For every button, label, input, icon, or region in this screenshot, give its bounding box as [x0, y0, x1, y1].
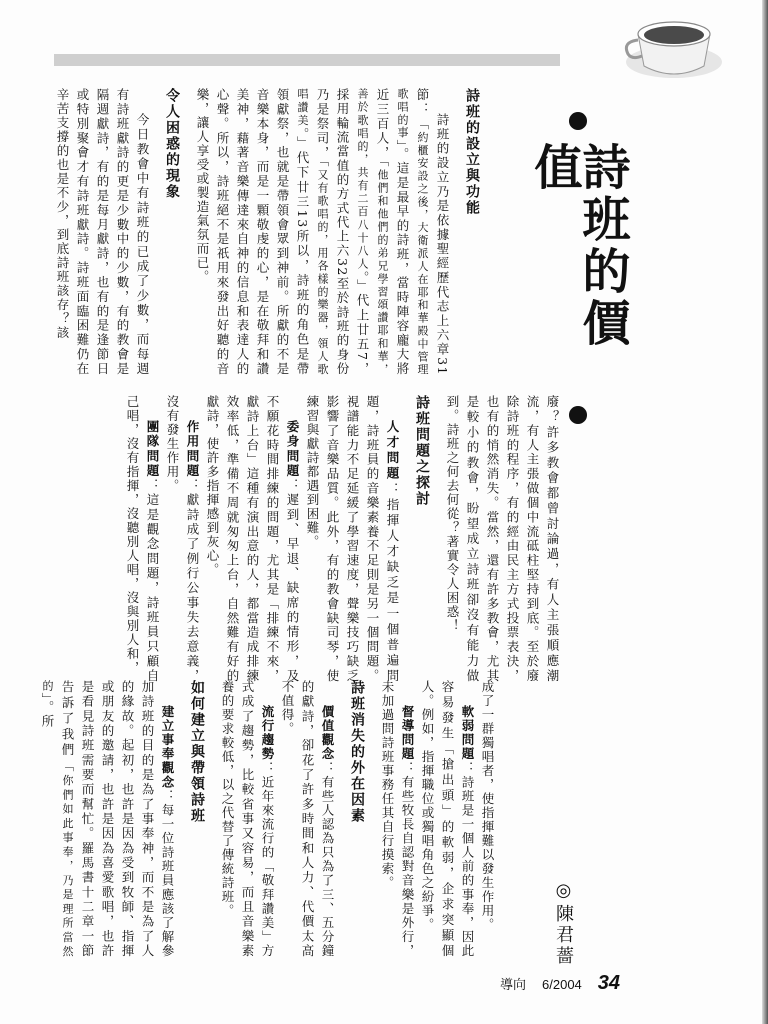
paragraph-values: 價值觀念：有些人認為只為了三、五分鐘的獻詩，卻花了許多時間和人力、代價太高不值得。 — [280, 680, 335, 959]
paragraph-team: 團隊問題：這是觀念問題，詩班員只顧自己唱，沒有指揮，沒聽別人唱，沒與別人和， — [125, 395, 160, 684]
section-heading-confusion: 令人困惑的現象 — [164, 88, 180, 200]
article-title: 詩班的價值 — [526, 141, 630, 350]
paragraph-commitment: 委身問題：遲到、早退、缺席的情形，及不願花時間排練的問題，尤其是「排練不來，獻詩上台」這種有演出意的人，都當造成排練效率低，準備不周就匆匆上台，自然難有好的獻詩，使許多指揮感到灰心。 — [205, 395, 300, 684]
page-footer — [500, 972, 620, 995]
section-heading-issues: 詩班問題之探討 — [414, 395, 430, 507]
text-column-3 — [40, 680, 497, 959]
text-column-1 — [50, 88, 482, 376]
paragraph-confusion: 今日教會中有詩班的已成了少數，而每週有詩班獻詩的更是少數中的少數，有的教會是隔週獻詩，有的是每月獻詩，也有的是逢節日或特別聚會才有詩班獻詩。詩班面臨困難仍在辛苦支撐的也是不少，到底詩班該存？該 — [55, 88, 150, 376]
paragraph-continued: 廢？許多教會都曾討論過，有人主張順應潮流，有人主張做個中流砥柱堅持到底。至於廢除詩班的程序，有的經由民主方式投票表決，也有的悄然消失。當然，還有許多教會，尤其是較小的教會，盼望成立詩班卻沒有能力做到。詩班之何去何從？著實令人困惑！ — [445, 395, 560, 683]
paragraph-continued-2: 成了一群獨唱者，使指揮難以發生作用。 — [480, 680, 495, 932]
paragraph-function: 作用問題：獻詩成了例行公事失去意義，沒有發生作用。 — [165, 395, 200, 684]
paragraph-trend: 流行趨勢：近年來流行的「敬拜讚美」方式成了趨勢，比較省事又容易，而且音樂素養的要求較低，以之代替了傳統詩班。 — [220, 680, 275, 959]
coffee-cup-icon — [616, 4, 726, 94]
section-heading-setup: 詩班的設立與功能 — [464, 88, 480, 216]
page-number: 34 — [597, 972, 621, 994]
magazine-name: 導向 — [500, 977, 527, 992]
paragraph-talent: 人才問題：指揮人才缺乏是一個普遍問題，詩班員的音樂素養不足則是另一個問題。視譜能力不足延緩了學習速度，聲樂技巧缺乏影響了音樂品質。此外，有的教會缺司琴，使練習與獻詩都遇到困難。 — [305, 395, 400, 683]
bullet-dot-top — [569, 112, 587, 130]
scan-edge — [762, 0, 768, 1024]
paragraph-weakness: 軟弱問題：詩班是一個人前的事奉，因此容易發生「搶出頭」的軟弱，企求突顯個人。例如，指揮職位或獨唱角色之紛爭。 — [420, 680, 475, 959]
author-byline: ◎陳君薔 — [553, 880, 574, 967]
text-column-2 — [125, 395, 562, 684]
header-bar — [54, 54, 560, 66]
paragraph-setup: 詩班的設立乃是依據聖經歷代志上六章31節：「約櫃安設之後，大衛派人在耶和華殿中管理歌唱的事」。這是最早的詩班，當時陣容龐大將近三百人，「他們和他們的弟兄學習頌讚耶和華，善於歌唱的，共有二百八十八人。」代上廿五7，採用輪流當值的方式代上六32至於詩班的身份乃是祭司，「又有歌唱的，用各樣的樂器，領人歌唱讚美。」代下廿三13所以，詩班的角色是帶領獻祭，也就是帶領會眾到神前。所獻的不是音樂本身，而是一顆敬虔的心，是在敬拜和讚美神，藉著音樂傳達來自神的信息和表達人的心聲。所以，詩班絕不是祇用來發出好聽的音樂，讓人享受或製造氣氛而已。 — [195, 88, 450, 377]
section-heading-external: 詩班消失的外在因素 — [349, 680, 365, 824]
title-block — [526, 108, 630, 428]
paragraph-supervision: 督導問題：有些牧長自認對音樂是外行，未加過問詩班事務任其自行摸索。 — [380, 680, 415, 959]
section-heading-leading: 如何建立與帶領詩班 — [189, 680, 205, 824]
paragraph-service: 建立事奉觀念：每一位詩班員應該了解參加詩班的目的是為了事奉神，而不是為了人的緣故。起初，也許是因為受到牧師、指揮或朋友的邀請，也許是因為喜愛歌唱，也許是看見詩班需要而幫忙。羅馬書十二章一節告訴了我們「你們如此事奉，乃是理所當然的」。所 — [40, 680, 175, 959]
issue-date: 6/2004 — [542, 977, 582, 992]
bullet-dot-bottom — [569, 406, 587, 424]
